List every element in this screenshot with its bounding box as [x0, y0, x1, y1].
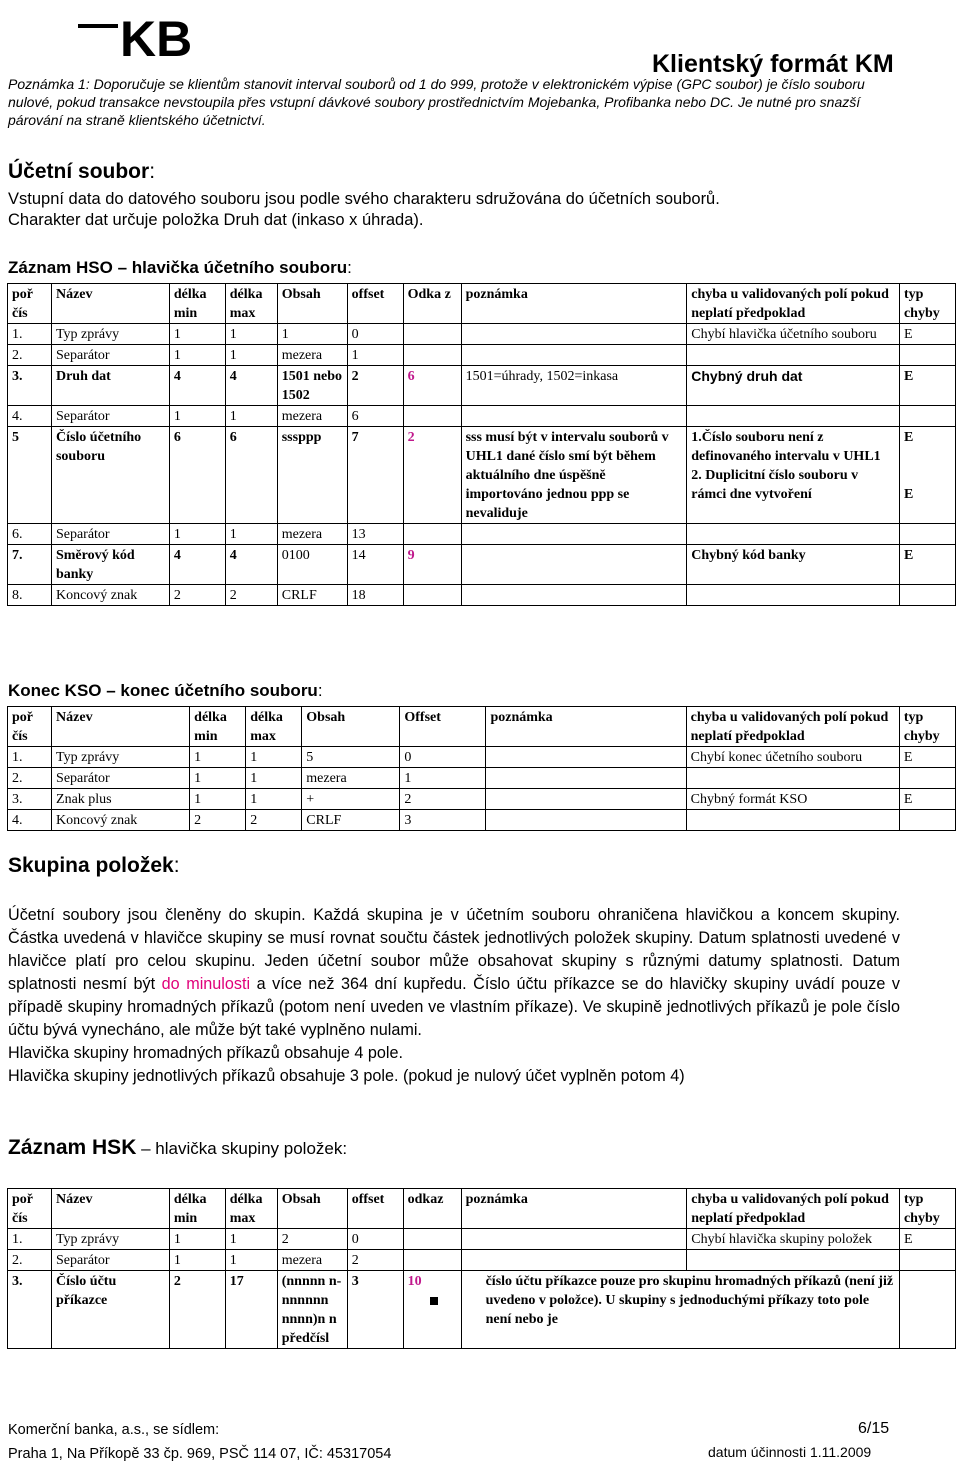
table-row: 8. Koncový znak 2 2 CRLF 18 [8, 585, 956, 606]
table-row: 2. Separátor 1 1 mezera 1 [8, 345, 956, 366]
row5-types: E E [899, 427, 955, 524]
kb-logo [78, 12, 238, 62]
hsk-table [7, 1188, 956, 1349]
skupina-paragraph: Účetní soubory jsou členěny do skupin. Každá skupina je v účetním souboru ohraničena hlavičkou a koncem skupiny. Částka uvedená v hlavičce skupiny se musí rovnat součtu částek jednotlivých položek skupiny. Datum splatnosti uvedené v hlavičce platí pro celou skupinu. Jeden účetní soubor může obsahovat skupiny s různými datumy splatnosti. Datum splatnosti nesmí být do minulosti a více než 364 dní kupředu. Číslo účtu příkazce se do hlavičky skupiny uvádí pouze v případě skupiny hromadných příkazů (potom není uveden ve vlastním příkaze). Ve skupině jednotlivých příkazů je pole číslo účtu bývá vynecháno, ale může být také vyplněno nulami. [8, 906, 900, 1039]
hso-heading: Záznam HSO – hlavička účetního souboru: [8, 258, 352, 277]
table-row: 1. Typ zprávy 1 1 1 0 Chybí hlavička účetního souboru E [8, 324, 956, 345]
ucetni-line-1: Vstupní data do datového souboru jsou podle svého charakteru sdružována do účetních souborů. [8, 190, 720, 208]
table-row: 4. Koncový znak 2 2 CRLF 3 [8, 810, 956, 831]
table-row: 6. Separátor 1 1 mezera 13 [8, 524, 956, 545]
table-row: 1. Typ zprávy 1 1 5 0 Chybí konec účetního souboru E [8, 747, 956, 768]
table-row: 3. Číslo účtu příkazce 2 17 (nnnnn n- nnnnnn nnnn)n n předčísl 3 10 číslo účtu příkazce pouze pro skupinu hromadných příkazů (není již uvedeno v položce). U skupiny s jednoduchými příkazy toto pole není nebo je [8, 1271, 956, 1349]
table-row: 2. Separátor 1 1 mezera 2 [8, 1250, 956, 1271]
document-title: Klientský formát KM [652, 50, 894, 78]
note-text: : Doporučuje se klientům stanovit interval souborů od 1 do 999, protože v elektronickém výpise (GPC soubor) je číslo souboru nulové, pokud transakce nevstoupila přes vstupní dávkové soubory prostřednictvím Mojebanka, Profibanka nebo DC. Je nutné pro snazší párování na straně klientského účetnictví. [8, 76, 865, 128]
table-row: 3. Znak plus 1 1 + 2 Chybný formát KSO E [8, 789, 956, 810]
skupina-heading: Skupina položek: [8, 854, 180, 877]
note-paragraph [8, 75, 898, 129]
table-row: 3. Druh dat 4 4 1501 nebo 1502 2 6 1501=úhrady, 1502=inkasa Chybný druh dat E [8, 366, 956, 406]
table-row: 4. Separátor 1 1 mezera 6 [8, 406, 956, 427]
skupina-line-hromadne: Hlavička skupiny hromadných příkazů obsahuje 4 pole. [8, 1044, 404, 1062]
table-header-row: poř čís Název délka min délka max Obsah offset odkaz poznámka chyba u validovaných polí pokud neplatí předpoklad typ chyby [8, 1189, 956, 1229]
note-label: Poznámka 1 [8, 76, 86, 92]
row5-errors: 1.Číslo souboru není z definovaného intervalu v UHL1 2. Duplicitní číslo souboru v rámci dne vytvoření [687, 427, 900, 524]
bullet-icon [430, 1297, 438, 1305]
validity-date: datum účinnosti 1.11.2009 [708, 1444, 872, 1460]
hso-table [7, 283, 956, 606]
table-row: 1. Typ zprávy 1 1 2 0 Chybí hlavička skupiny položek E [8, 1229, 956, 1250]
hsk-heading: Záznam HSK – hlavička skupiny položek: [8, 1136, 348, 1159]
hsk-odkaz-cell: 10 [403, 1271, 461, 1349]
skupina-line-jednotlive: Hlavička skupiny jednotlivých příkazů obsahuje 3 pole. (pokud je nulový účet vyplněn potom 4) [8, 1067, 685, 1085]
ucetni-heading: Účetní soubor: [8, 160, 156, 183]
table-row: 7. Směrový kód banky 4 4 0100 14 9 Chybný kód banky E [8, 545, 956, 585]
table-row: 2. Separátor 1 1 mezera 1 [8, 768, 956, 789]
kso-heading: Konec KSO – konec účetního souboru: [8, 681, 323, 700]
table-header-row: poř čís Název délka min délka max Obsah Offset poznámka chyba u validovaných polí pokud neplatí předpoklad typ chyby [8, 707, 956, 747]
footer-company: Komerční banka, a.s., se sídlem: Praha 1, Na Příkopě 33 čp. 969, PSČ 114 07, IČ: 45317054 [8, 1422, 392, 1462]
table-header-row: poř čís Název délka min délka max Obsah offset Odka z poznámka chyba u validovaných polí pokud neplatí předpoklad typ chyby [8, 284, 956, 324]
ucetni-line-2: Charakter dat určuje položka Druh dat (inkaso x úhrada). [8, 211, 424, 229]
skupina-text [8, 904, 900, 1088]
logo-text: KB [120, 12, 193, 62]
table-row: 5 Číslo účetního souboru 6 6 sssppp 7 2 sss musí být v intervalu souborů v UHL1 dané číslo smí být během aktuálního dne úspěšně importováno jednou ppp se nevaliduje 1.Číslo souboru není z definovaného intervalu v UHL1 2. Duplicitní číslo souboru v rámci dne vytvoření E E [8, 427, 956, 524]
page-number: 6/15 [858, 1420, 890, 1437]
kso-table [7, 706, 956, 831]
